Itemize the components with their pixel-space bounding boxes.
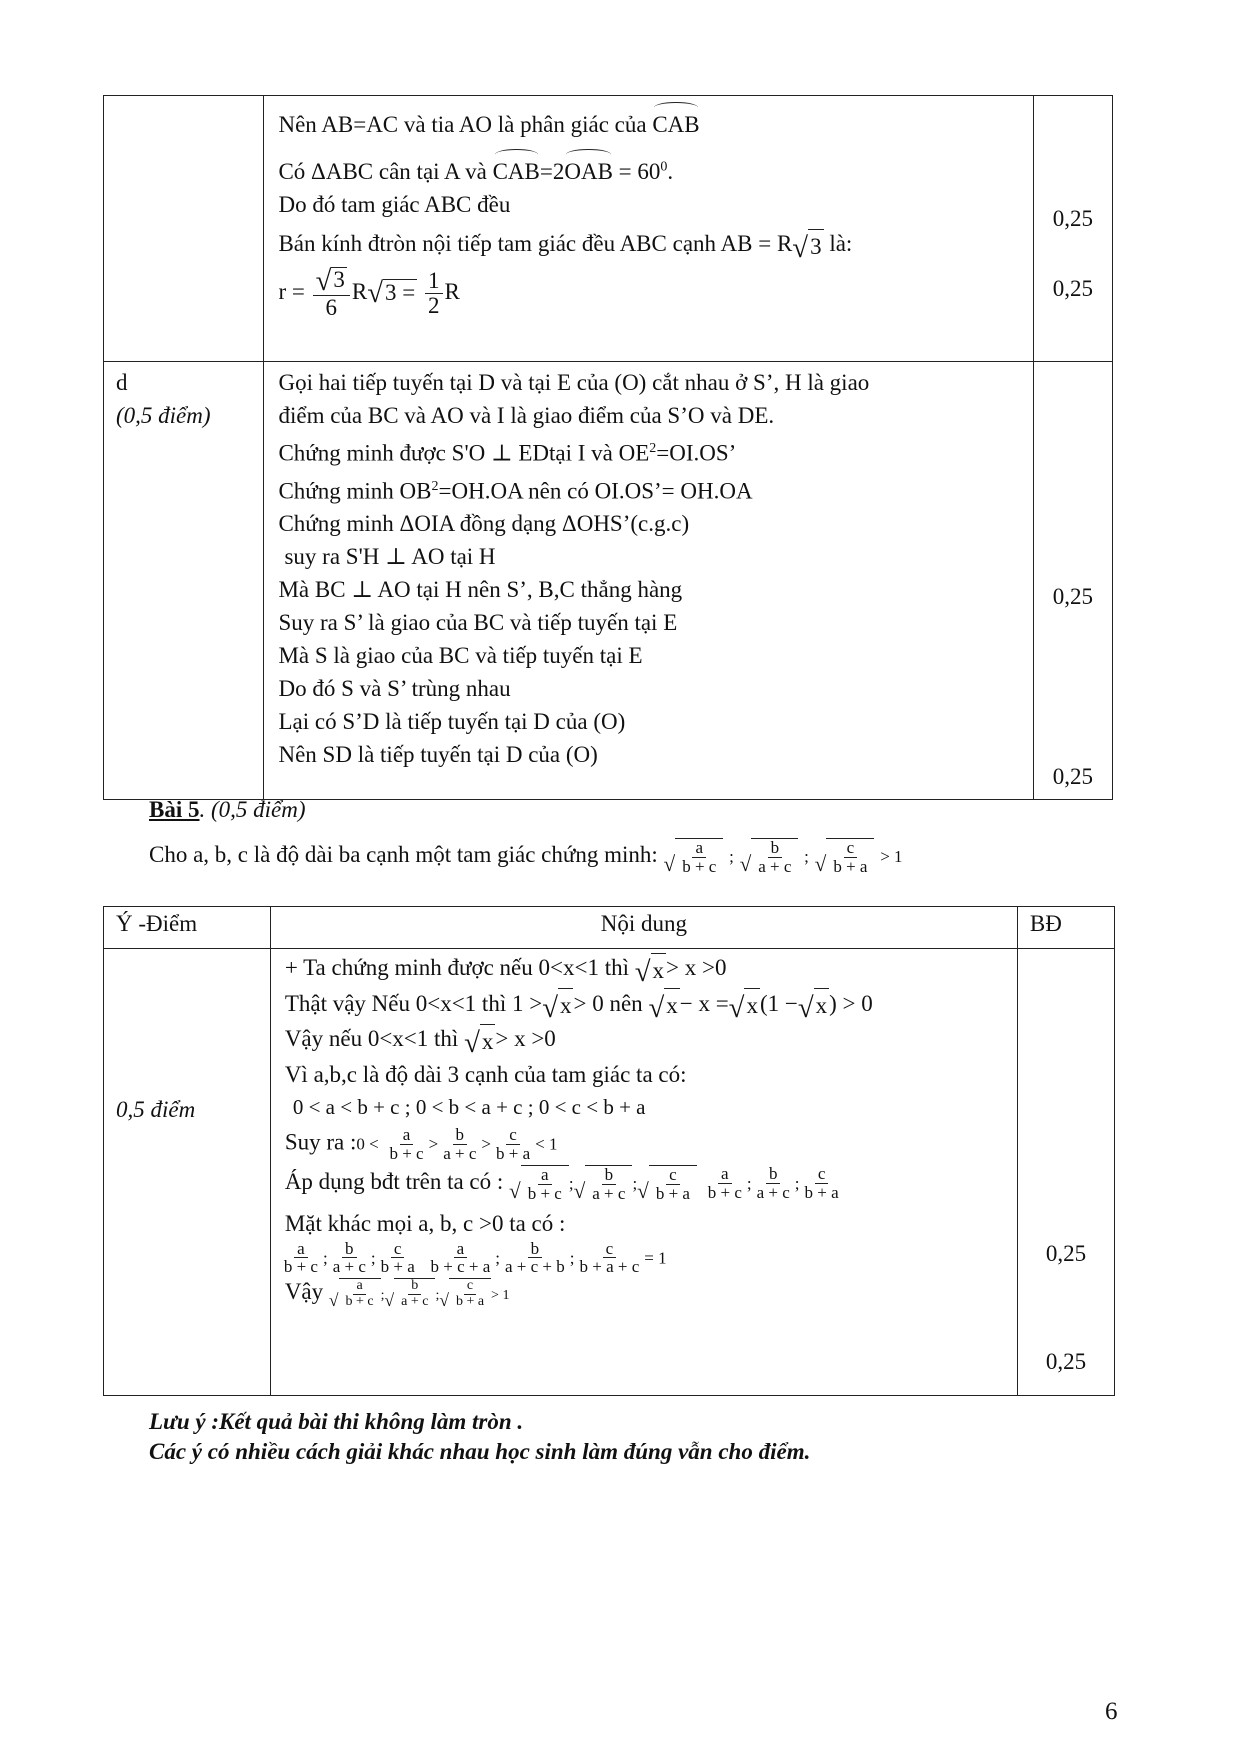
text-line: Suy ra S’ là giao của BC và tiếp tuyến tại E (278, 610, 678, 636)
text-line: Thật vậy Nếu 0<x<1 thì 1 > √ x > 0 nên √ x − x = √ x (1 − √ x ) > 0 (285, 987, 1017, 1023)
solution-table-bai4 (103, 95, 1113, 800)
score: 0,25 (1052, 276, 1093, 301)
header-cell: Nội dung (270, 907, 1017, 949)
score: 0,25 (1052, 206, 1093, 231)
text-line: Suy ra :0 < $\frac{a}{b + c}$ > $\frac{b}{a + c}$ > $\frac{c}{b + a}$ < 1 (284, 1125, 558, 1163)
text-line: Chứng minh $OB^2=OH.OA$ nên có OI.OS’= OH.OA (278, 478, 753, 504)
text-line: $\frac{a}{b + c}$ ; $\frac{b}{a + c}$ ; $\frac{c}{b + a}$ $\frac{a}{b + c + a}$ ; $\frac{b}{a + c + b}$ ; $\frac{c}{b + a + c}$ = 1 (283, 1238, 667, 1277)
text-line: Vậy nếu 0<x<1 thì √ x > x >0 (285, 1022, 1017, 1058)
arc-cab: CAB (652, 102, 699, 141)
content-cell (264, 96, 1033, 362)
text-line: Nên AB=AC và tia AO là phân giác của CAB (278, 102, 1032, 141)
text-line: điểm của BC và AO và I là giao điểm của S’O và DE. (278, 403, 775, 428)
text-line: Mà S là giao của BC và tiếp tuyến tại E (278, 643, 643, 669)
content-cell (270, 949, 1017, 1396)
table-row (104, 949, 1115, 1396)
header-cell: BĐ (1017, 907, 1114, 949)
note-line: Lưu ý :Kết quả bài thi không làm tròn . (149, 1409, 524, 1434)
note-line: Các ý có nhiều cách giải khác nhau học sinh làm đúng vẫn cho điểm. (149, 1439, 811, 1464)
score-cell (1033, 96, 1112, 362)
text-line: Có ΔABC cân tại A và $CAB=2OAB = 60^0$. (278, 149, 1032, 188)
text-line: Gọi hai tiếp tuyến tại D và tại E của (O) cắt nhau ở S’, H là giao (278, 370, 870, 395)
grading-notes (149, 1407, 810, 1467)
score: 0,25 (1045, 1241, 1087, 1266)
text-line: Chứng minh được S'O ⊥ EDtại I và $OE^2=OI.OS$’ (278, 440, 737, 466)
content-cell (264, 362, 1033, 800)
label-cell (104, 949, 271, 1396)
score: 0,25 (1052, 764, 1093, 789)
row-points: 0,5 điểm (116, 1097, 196, 1122)
text-line: suy ra S'H ⊥ AO tại H (284, 544, 496, 570)
solution-table-bai5 (103, 906, 1115, 1396)
score-cell (1017, 949, 1114, 1396)
header-cell: Ý -Điểm (104, 907, 271, 949)
text-line: Áp dụng bđt trên ta có : √ $\frac{a}{b + c}$ ; √ $\frac{b}{a + c}$ ; √ $\frac{c}{b + a}$ $\frac{a}{b + c}$ ; $\frac{b}{a + c}$ ; $\frac{c}{b + a}$ (284, 1164, 839, 1204)
text-line: Do đó tam giác ABC đều (278, 192, 511, 217)
text-line: Vậy √ $\frac{a}{b + c}$ ; √ $\frac{b}{a + c}$ ; √ $\frac{c}{b + a}$ > 1 (284, 1278, 510, 1311)
part-points: (0,5 điểm) (116, 403, 211, 428)
text-line: Mặt khác mọi a, b, c >0 ta có : (284, 1210, 566, 1236)
label-cell (104, 96, 264, 362)
section-title: Bài 5. (0,5 điểm) (149, 797, 306, 822)
text-line: Chứng minh ΔOIA đồng dạng ΔOHS’(c.g.c) (278, 511, 690, 537)
formula-radius: r = √ 3 6 R √ 3 = $\frac{1}{2}$ R (278, 264, 460, 321)
part-label: d (116, 370, 128, 395)
text-line: Bán kính đtròn nội tiếp tam giác đều ABC cạnh AB = R √ 3 là: (278, 227, 1032, 263)
table-header-row (104, 907, 1115, 949)
score: 0,25 (1052, 584, 1093, 609)
score: 0,25 (1045, 1349, 1087, 1374)
text-line: Mà BC ⊥ AO tại H nên S’, B,C thẳng hàng (278, 577, 683, 603)
score-cell (1033, 362, 1112, 800)
text-line: 0 < a < b + c ; 0 < b < a + c ; 0 < c < b + a (292, 1095, 646, 1120)
text-line: Do đó S và S’ trùng nhau (278, 676, 511, 702)
text-line: Lại có S’D là tiếp tuyến tại D của (O) (278, 709, 626, 735)
text-line: Nên SD là tiếp tuyến tại D của (O) (278, 742, 598, 768)
page-number: 6 (1105, 1698, 1118, 1725)
problem-statement: Cho a, b, c là độ dài ba cạnh một tam giác chứng minh: √ $\frac{a}{b + c}$ ; √ $\frac{b}{a + c}$ ; √ $\frac{c}{b + a}$ > 1 (149, 838, 903, 877)
text-line: + Ta chứng minh được nếu 0<x<1 thì √ x > x >0 (285, 951, 1017, 987)
table-row (104, 362, 1113, 800)
label-cell (104, 362, 264, 800)
text-line: Vì a,b,c là độ dài 3 cạnh của tam giác ta có: (284, 1062, 687, 1088)
table-row (104, 96, 1113, 362)
